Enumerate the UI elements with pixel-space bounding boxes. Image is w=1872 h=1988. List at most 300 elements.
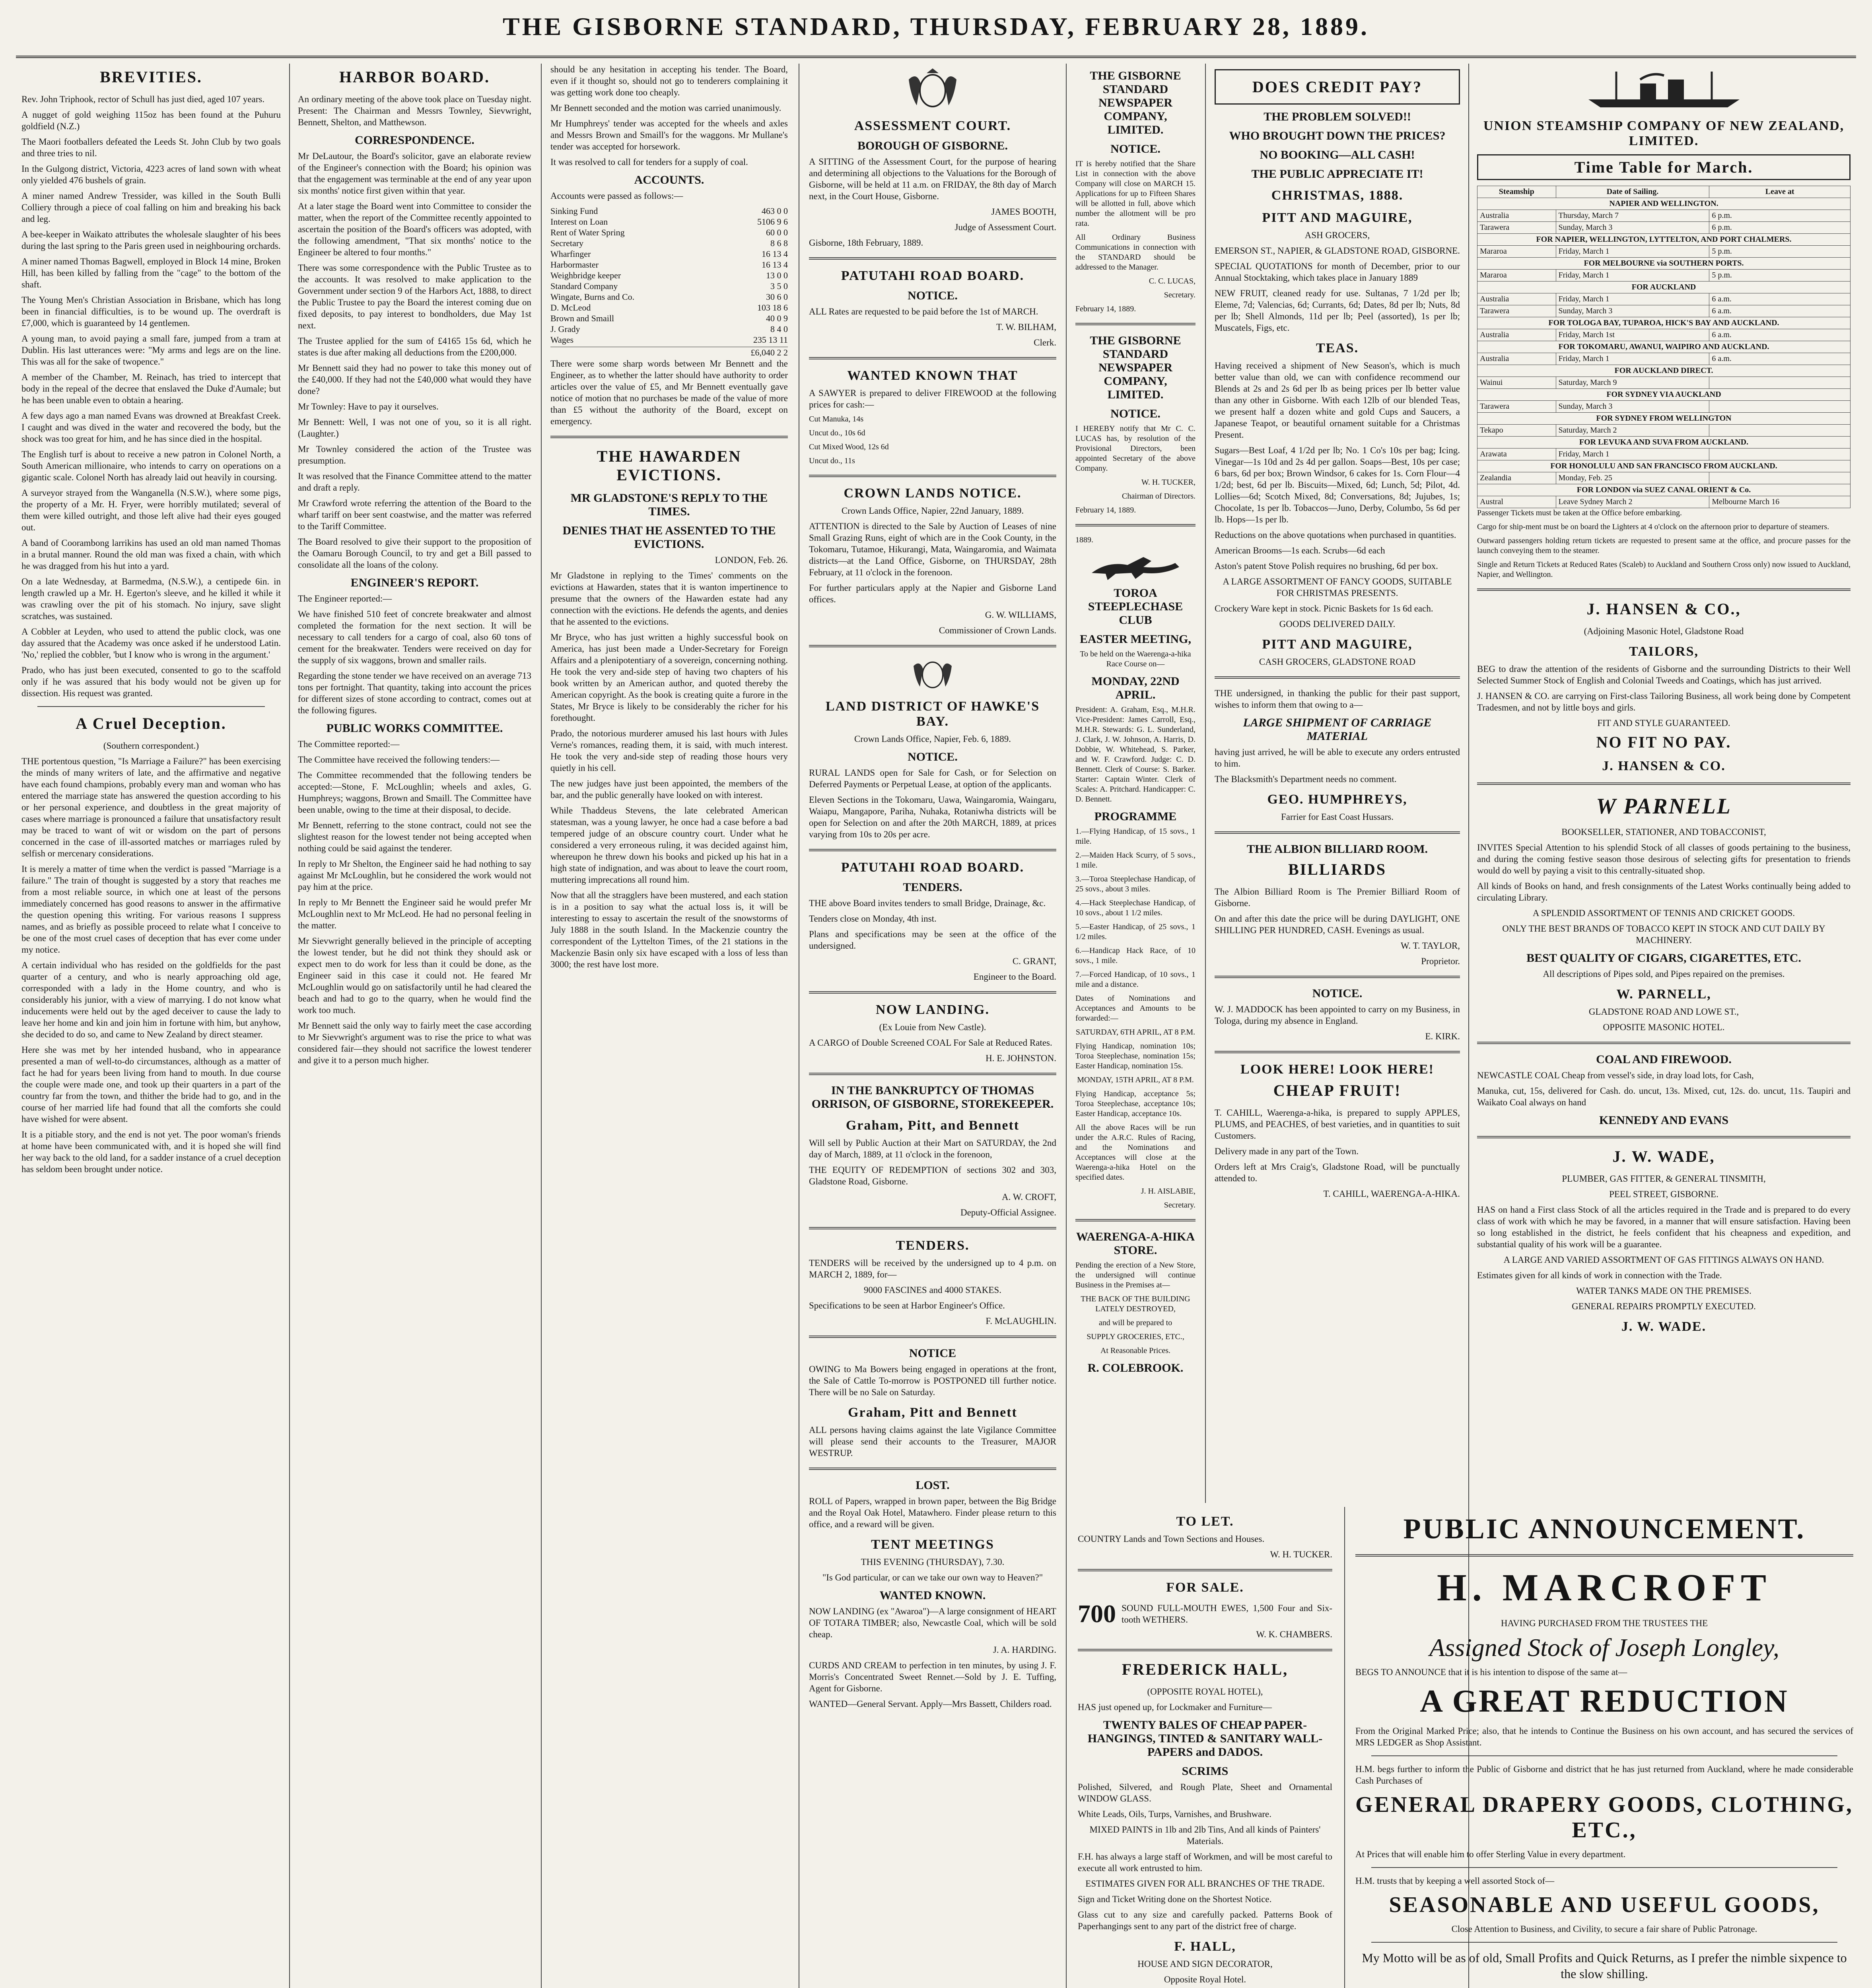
table-cell: Leave Sydney March 2 xyxy=(1556,496,1709,508)
section-heading: TEAS. xyxy=(1316,341,1359,355)
harbor-heading: HARBOR BOARD. xyxy=(339,68,490,86)
account-name: Wharfinger xyxy=(550,249,591,259)
notice-text: Aston's patent Stove Polish requires no brushing, 6d per box. xyxy=(1215,561,1438,571)
table-cell: Friday, March 1st xyxy=(1556,329,1709,341)
article-paragraph: Here she was met by her intended husband, who in appearance presented a man of well-to-do circumstances, although as a matter of fact he had for years been living from hand to mouth. In due course the couple were made one, and took up their quarters in a part of the country far from the town, and thither the bride had to go, and in the course of her married life had found that all the comforts she could have wished for were absent. xyxy=(21,1045,281,1124)
forsale-row xyxy=(1078,1599,1332,1629)
table-cell: 6 p.m. xyxy=(1709,222,1851,234)
accounts-intro: Accounts were passed as follows:— xyxy=(550,191,683,201)
notice-text: HAVING PURCHASED FROM THE TRUSTEES THE xyxy=(1501,1618,1708,1628)
shop-address: CASH GROCERS, GLADSTONE ROAD xyxy=(1259,657,1416,667)
route-title-row xyxy=(1477,341,1851,353)
route-title-row xyxy=(1477,198,1851,210)
race-item: 2.—Maiden Hack Scurry, of 5 sovs., 1 mile. xyxy=(1075,851,1196,870)
signature-title: Chairman of Directors. xyxy=(1122,492,1196,501)
notice-sub: SATURDAY, 6TH APRIL, AT 8 P.M. xyxy=(1075,1028,1196,1037)
table-cell: Thursday, March 7 xyxy=(1556,210,1709,222)
shop-sub: HOUSE AND SIGN DECORATOR, xyxy=(1137,1959,1273,1969)
notice-text: Tenders close on Monday, 4th inst. xyxy=(809,914,937,924)
account-name: Sinking Fund xyxy=(550,206,598,216)
notice-date: February 14, 1889. xyxy=(1075,305,1136,313)
divider xyxy=(1371,1755,1837,1756)
notice-text: Close Attention to Business, and Civility, to secure a fair share of Public Patronage. xyxy=(1451,1924,1757,1934)
column-header: Steamship xyxy=(1477,186,1556,198)
article-paragraph: The Board resolved to give their support to the proposition of the Oamaru Borough Council, to try and get a Bill passed to consolidate all the loans of the colony. xyxy=(298,537,531,570)
table-cell: 6 a.m. xyxy=(1709,305,1851,317)
divider xyxy=(1355,1554,1853,1557)
notice-sub: EASTER MEETING, xyxy=(1079,633,1192,646)
shop-name: FREDERICK HALL, xyxy=(1122,1660,1289,1678)
column-grocers xyxy=(1209,64,1466,1503)
account-name: J. Grady xyxy=(550,324,580,334)
article-paragraph: It was resolved to call for tenders for a supply of coal. xyxy=(550,157,748,167)
divider xyxy=(809,1073,1056,1075)
signature-title: Secretary. xyxy=(1164,291,1196,299)
notice-sub: LARGE SHIPMENT OF CARRIAGE MATERIAL xyxy=(1243,716,1432,743)
account-amount: 5106 9 6 xyxy=(757,217,788,227)
divider xyxy=(1477,1136,1851,1138)
divider xyxy=(1371,1867,1837,1868)
signature: R. COLEBROOK. xyxy=(1087,1361,1184,1375)
table-cell xyxy=(1709,425,1851,437)
section-heading: ENGINEER'S REPORT. xyxy=(350,576,479,589)
signature: J. H. AISLABIE, xyxy=(1141,1187,1196,1196)
notice-text: White Leads, Oils, Turps, Varnishes, and Brushware. xyxy=(1078,1809,1271,1819)
table-row xyxy=(1477,425,1851,437)
notice-text: Dates of Nominations and Acceptances and Amounts to be forwarded:— xyxy=(1075,994,1196,1023)
divider xyxy=(1075,524,1196,526)
account-name: Wingate, Burns and Co. xyxy=(550,292,635,302)
notice-text: GENERAL REPAIRS PROMPTLY EXECUTED. xyxy=(1572,1301,1756,1311)
table-cell: Mararoa xyxy=(1477,270,1556,282)
account-row xyxy=(550,281,788,291)
notice-text: HAS just opened up, for Lockmaker and Furniture— xyxy=(1078,1702,1272,1712)
notice-sub: SCRIMS xyxy=(1182,1765,1229,1778)
signature: C. C. LUCAS, xyxy=(1149,277,1196,285)
notice-text: J. HANSEN & CO. are carrying on First-class Tailoring Business, all work being done by Competent Tradesmen, and not by little boys and girls. xyxy=(1477,691,1851,712)
divider xyxy=(1075,1219,1196,1221)
divider xyxy=(1078,1649,1332,1651)
notice-text: and will be prepared to xyxy=(1098,1318,1172,1327)
notice-heading: FOR SALE. xyxy=(1166,1580,1244,1595)
article-paragraph: While Thaddeus Stevens, the late celebrated American statesman, was a young lawyer, he once had a case before a bad tempered judge of an obscure country court. Under what he considered a very erroneous ruling, it was decided against him, whereupon he threw down his books and picked up his hat in a high state of indignation, and was about to leave the court room, muttering imprecations all round him. xyxy=(550,806,788,885)
table-cell: Tarawera xyxy=(1477,305,1556,317)
notice-heading: CROWN LANDS NOTICE. xyxy=(844,486,1022,501)
notice-sub: BEST QUALITY OF CIGARS, CIGARETTES, ETC. xyxy=(1526,951,1801,965)
notice-text: W. J. MADDOCK has been appointed to carry on my Business, in Tologa, during my absence in England. xyxy=(1215,1004,1460,1026)
notice-text: Plans and specifications may be seen at the office of the undersigned. xyxy=(809,929,1056,951)
slogan: NO FIT NO PAY. xyxy=(1596,733,1732,751)
article-paragraph: Mr Bryce, who has just written a highly successful book on America, has just been made a Under-Secretary for Foreign Affairs and a plenipotentiary of a sovereign, concerning nothing. He took the very and-side step of having two chapters of his book written by an American author, and quoted thereby the American copyright. As the book is creating quite a furore in the States, Mr Bryce is likely to be considerably the richer for his forethought. xyxy=(550,632,788,723)
race-item: 4.—Hack Steeplechase Handicap, of 10 sovs., about 1 1/2 miles. xyxy=(1075,899,1196,917)
divider xyxy=(809,849,1056,851)
notice-text: THE undersigned, in thanking the public for their past support, wishes to inform them that owing to a— xyxy=(1215,688,1460,710)
billiards-title: BILLIARDS xyxy=(1288,860,1387,878)
shop-address: PEEL STREET, GISBORNE. xyxy=(1609,1189,1718,1199)
shop-name: J. W. WADE, xyxy=(1612,1147,1715,1165)
account-row xyxy=(550,324,788,334)
table-row xyxy=(1477,448,1851,460)
notice-heading: IN THE BANKRUPTCY OF THOMAS ORRISON, OF GISBORNE, STOREKEEPER. xyxy=(811,1084,1054,1110)
court-heading: ASSESSMENT COURT. xyxy=(854,118,1011,133)
table-row xyxy=(1477,496,1851,508)
article-paragraph: Mr DeLautour, the Board's solicitor, gave an elaborate review of the Engineer's connection with the Board; his opinion was that the engagement was terminable at the end of any year upon six months' notice first given within that year. xyxy=(298,151,531,196)
credit-sub: THE PUBLIC APPRECIATE IT! xyxy=(1251,167,1423,181)
route-title-row xyxy=(1477,234,1851,246)
article-paragraph: The Committee reported:— xyxy=(298,739,400,749)
route-title: FOR HONOLULU AND SAN FRANCISCO FROM AUCKLAND. xyxy=(1477,460,1851,472)
brevity-item: A member of the Chamber, M. Reinach, has tried to intercept that body in the repeal of the decree that enslaved the Duke d'Aumale; but he has been unable even to obtain a hearing. xyxy=(21,372,281,405)
table-cell: Sunday, March 3 xyxy=(1556,222,1709,234)
brevity-item: A few days ago a man named Evans was drowned at Breakfast Creek. I caught and was dived in the water and recovered the body, but the shock was too great for him, and he has since died in the hospital. xyxy=(21,411,281,444)
court-sub: BOROUGH OF GISBORNE. xyxy=(857,139,1008,152)
article-paragraph: Mr Bennett said they had no power to take this money out of the £40,000. If they had not the £40,000 what would they have done? xyxy=(298,363,531,396)
shop-sub: TAILORS, xyxy=(1629,644,1699,659)
price-line: Cut Manuka, 14s xyxy=(809,415,864,423)
table-cell: Sunday, March 3 xyxy=(1556,305,1709,317)
notice-text: Outward passengers holding return tickets are requested to present same at the office, and procure passes for the launch conveying them to the steamer. xyxy=(1477,536,1851,555)
notice-text: ALL Rates are requested to be paid before the 1st of MARCH. xyxy=(809,307,1038,316)
forsale-number: 700 xyxy=(1078,1600,1116,1628)
table-cell xyxy=(1709,377,1851,389)
signature-title: Judge of Assessment Court. xyxy=(954,222,1056,232)
notice-text: NOW LANDING (ex "Awaroa")—A large consignment of HEART OF TOTARA TIMBER; also, Newcastle Coal, which will be sold cheap. xyxy=(809,1606,1056,1639)
table-cell: Arawata xyxy=(1477,448,1556,460)
brevity-item: In the Gulgong district, Victoria, 4223 acres of land sown with wheat only yielded 476 bushels of grain. xyxy=(21,164,281,185)
credit-sub: NO BOOKING—ALL CASH! xyxy=(1260,148,1415,161)
signature: J. A. HARDING. xyxy=(993,1645,1056,1655)
brevity-item: On a late Wednesday, at Barmedma, (N.S.W.), a centipede 6in. in length crawled up a Mr. H. Egerton's sleeve, and he killed it while it was crawling over the pit of his stomach. No injury, save slight scratches, was sustained. xyxy=(21,577,281,621)
divider xyxy=(1215,831,1460,834)
notice-text: Having received a shipment of New Season's, which is much better value than old, we can with confidence recommend our Blends at 2s and 2s 6d per lb as being prices per lb better value than any other in Gisborne. With each 12lb of our blended Teas, we present half a dozen white and gold Cups and Saucers, a Japanese Teapot, or beautiful ornament suitable for a Christmas Present. xyxy=(1215,361,1460,440)
notice-sub: TENDERS. xyxy=(903,881,962,894)
column-harbor-board xyxy=(292,64,537,1988)
signature: W. H. TUCKER, xyxy=(1141,478,1196,487)
notice-sub: Crown Lands Office, Napier, 22nd January, 1889. xyxy=(841,506,1024,516)
table-row xyxy=(1477,472,1851,484)
notice-text: Cargo for ship-ment must be on board the Lighters at 4 o'clock on the afternoon prior to departure of steamers. xyxy=(1477,522,1829,531)
article-paragraph: The Committee recommended that the following tenders be accepted:—Stone, F. McLoughlin; wheels and axles, G. Humphreys; waggons, Brown and Smaill. The Committee have been unable, owing to the time at their disposal, to decide. xyxy=(298,770,531,815)
divider xyxy=(1215,1051,1460,1053)
table-cell: Australia xyxy=(1477,353,1556,365)
race-item: 3.—Toroa Steeplechase Handicap, of 25 sovs., about 3 miles. xyxy=(1075,875,1196,893)
seasonable-heading: SEASONABLE AND USEFUL GOODS, xyxy=(1389,1893,1820,1917)
notice-text: THE above Board invites tenders to small Bridge, Drainage, &c. xyxy=(809,898,1046,908)
article-paragraph: It was resolved that the Finance Committee attend to the matter and draft a reply. xyxy=(298,471,531,493)
brevities-heading: BREVITIES. xyxy=(100,68,202,86)
notice-text: All kinds of Books on hand, and fresh consignments of the Latest Works continually being added to circulating Library. xyxy=(1477,881,1851,903)
article-paragraph: The Committee have received the following tenders:— xyxy=(298,755,500,765)
signature: F. HALL, xyxy=(1174,1939,1236,1954)
divider xyxy=(1078,1569,1332,1571)
notice-sub: PROGRAMME xyxy=(1094,810,1177,823)
notice-text: SPECIAL QUOTATIONS for month of December, prior to our Annual Stocktaking, which takes place in January 1889 xyxy=(1215,261,1460,283)
article-paragraph: At a later stage the Board went into Committee to consider the matter, when the report of the Committee recently appointed to ascertain the position of the Board's officers was adopted, with the following amendment, "That six months' notice to the Engineer be altered to four months." xyxy=(298,201,531,257)
article-paragraph: Mr Bennett said the only way to fairly meet the case according to Mr Sievwright's argument was to rise the price to what was considered fair—they should not sacrifice the lowest tenderer and give it to a person much higher. xyxy=(298,1021,531,1065)
table-row xyxy=(1477,293,1851,305)
evictions-sub: MR GLADSTONE'S REPLY TO THE TIMES. xyxy=(570,491,768,518)
shop-name: PITT AND MAGUIRE, xyxy=(1262,210,1413,225)
account-row xyxy=(550,227,788,238)
account-name: Rent of Water Spring xyxy=(550,227,625,237)
signature: W. K. CHAMBERS. xyxy=(1256,1629,1332,1639)
notice-text: NEWCASTLE COAL Cheap from vessel's side, in dray load lots, for Cash, xyxy=(1477,1070,1754,1080)
table-cell: Wainui xyxy=(1477,377,1556,389)
section-heading: ACCOUNTS. xyxy=(634,173,704,186)
account-name: Brown and Smaill xyxy=(550,313,614,323)
coat-of-arms-icon xyxy=(901,656,964,692)
account-amount: 103 18 6 xyxy=(757,303,788,313)
race-item: 7.—Forced Handicap, of 10 sovs., 1 mile and a distance. xyxy=(1075,970,1196,989)
route-title: FOR MELBOURNE via SOUTHERN PORTS. xyxy=(1477,258,1851,270)
shop-sub: (OPPOSITE ROYAL HOTEL), xyxy=(1147,1687,1263,1697)
notice-heading: WAERENGA-A-HIKA STORE. xyxy=(1076,1230,1195,1257)
timetable-title: Time Table for March. xyxy=(1574,158,1753,176)
notice-text: ROLL of Papers, wrapped in brown paper, between the Big Bridge and the Royal Oak Hotel, Matawhero. Finder please return to this office, and a reward will be given. xyxy=(809,1496,1056,1529)
brevity-item: Rev. John Triphook, rector of Schull has just died, aged 107 years. xyxy=(21,94,265,104)
notice-heading: THE GISBORNE STANDARD NEWSPAPER COMPANY, LIMITED. xyxy=(1090,69,1181,136)
route-title-row xyxy=(1477,389,1851,401)
brevity-item: A surveyor strayed from the Wanganella (N.S.W.), where some pigs, the property of a Mr. H. Fryer, were horribly mutilated; several of them were killed outright, and those left alive had their eyes gouged out. xyxy=(21,488,281,532)
signature-title: Engineer to the Board. xyxy=(973,972,1056,982)
assigned-stock: Assigned Stock of Joseph Longley, xyxy=(1429,1633,1779,1662)
signature: F. McLAUGHLIN. xyxy=(986,1316,1056,1326)
account-row xyxy=(550,206,788,216)
notice-sub: (Ex Louie from New Castle). xyxy=(879,1022,986,1032)
table-cell: Melbourne March 16 xyxy=(1709,496,1851,508)
notice-text: HAS on hand a First class Stock of all the articles required in the Trade and is prepared to do every class of work with which he may be favored, in a manner that will ensure satisfaction. Having been so long established in the district, he feels confident that his cheapness and expedition, and substantial quality of his work will be a guarantee. xyxy=(1477,1205,1851,1249)
signature: JAMES BOOTH, xyxy=(991,207,1056,217)
account-amount: 60 0 0 xyxy=(766,227,788,237)
route-title-row xyxy=(1477,365,1851,377)
column-rule xyxy=(289,64,290,1988)
article-paragraph: Mr Bennett seconded and the motion was carried unanimously. xyxy=(550,103,781,113)
column-accounts-evictions xyxy=(545,64,793,1988)
notice-text: On and after this date the price will be during DAYLIGHT, ONE SHILLING PER HUNDRED, CASH. Evenings as usual. xyxy=(1215,914,1460,935)
notice-text: "Is God particular, or can we take our own way to Heaven?" xyxy=(822,1573,1043,1582)
divider xyxy=(809,991,1056,994)
notice-heading: CHEAP FRUIT! xyxy=(1273,1081,1402,1099)
table-cell: Sunday, March 3 xyxy=(1556,401,1709,413)
divider xyxy=(1075,323,1196,325)
signature: J. HANSEN & CO. xyxy=(1602,759,1726,773)
column-rule xyxy=(1205,64,1206,1503)
notice-text: INVITES Special Attention to his splendid Stock of all classes of goods pertaining to the business, and during the coming festive season those desirous of selecting gifts for presentation to friends would do well by paying a visit to this centrally-situated shop. xyxy=(1477,843,1851,876)
notice-heading: THE ALBION BILLIARD ROOM. xyxy=(1246,843,1428,856)
christmas-heading: CHRISTMAS, 1888. xyxy=(1271,188,1404,203)
price-line: Uncut do., 10s 6d xyxy=(809,429,865,437)
shop-sub: BOOKSELLER, STATIONER, AND TOBACCONIST, xyxy=(1561,827,1766,837)
notice-text: Sugars—Best Loaf, 4 1/2d per lb; No. 1 Co's 10s per bag; Icing. Vinegar—1s 10d and 2s 4d per gallon. Soaps—Best, 10s per case; 6 bars, 6d per box; Brown Windsor, 6 cakes for 1s. Corn Flour—4 1/2d; best, 6d per lb. Biscuits—Mixed, 6d; Lunch, 5d; Pilot, 4d. Lollies—6d; Scotch Mixed, 8d; Conversations, 8d; Jujubes, 1s; Chocolate, 1s per lb. Tobaccos—Juno, Derby, Columbo, 5s 6d per lb. Hops—1s per lb. xyxy=(1215,445,1460,524)
accounts-total: £6,040 2 2 xyxy=(750,348,788,357)
notice-heading: TOROA STEEPLECHASE CLUB xyxy=(1088,586,1183,627)
route-title-row xyxy=(1477,258,1851,270)
notice-text: Glass cut to any size and carefully packed. Patterns Book of Paperhangings sent to any part of the district free of charge. xyxy=(1078,1910,1332,1931)
account-row xyxy=(550,238,788,248)
route-title: FOR LEVUKA AND SUVA FROM AUCKLAND. xyxy=(1477,437,1851,448)
notice-text: A SAWYER is prepared to deliver FIREWOOD at the following prices for cash:— xyxy=(809,388,1056,410)
table-cell: 5 p.m. xyxy=(1709,270,1851,282)
credit-sub: THE PROBLEM SOLVED!! xyxy=(1264,110,1411,123)
article-paragraph: There was some correspondence with the Public Trustee as to the accounts. It was resolved to make application to the Government under section 9 of the Harbors Act, 1888, to direct the Public Trustee to pay the Board the interest coming due on fixed deposits, to pay interest to bondholders, due May 1st next. xyxy=(298,263,531,330)
notice-text: WANTED—General Servant. Apply—Mrs Bassett, Childers road. xyxy=(809,1699,1052,1709)
notice-text: COUNTRY Lands and Town Sections and Houses. xyxy=(1078,1534,1265,1544)
account-name: Interest on Loan xyxy=(550,217,608,227)
table-row xyxy=(1477,305,1851,317)
racehorse-icon xyxy=(1084,549,1187,581)
table-row xyxy=(1477,377,1851,389)
shop-sub: ASH GROCERS, xyxy=(1304,230,1370,240)
auctioneer-name: Graham, Pitt, and Bennett xyxy=(846,1118,1020,1133)
table-row xyxy=(1477,329,1851,341)
shop-name: J. HANSEN & CO., xyxy=(1586,600,1741,618)
notice-date: February 14, 1889. xyxy=(1075,506,1136,514)
notice-sub: NOTICE. xyxy=(908,750,958,763)
notice-heading: PATUTAHI ROAD BOARD. xyxy=(841,268,1024,283)
table-cell: 6 a.m. xyxy=(1709,353,1851,365)
notice-text: Single and Return Tickets at Reduced Rates (Scaleb) to Auckland and Southern Cross only) now issued to Auckland, Napier, and Wellington. xyxy=(1477,560,1851,579)
table-cell xyxy=(1709,472,1851,484)
route-title: FOR TOKOMARU, AWANUI, WAIPIRO AND AUCKLAND. xyxy=(1477,341,1851,353)
evictions-heading: THE HAWARDEN EVICTIONS. xyxy=(597,447,742,484)
shop-name: PITT AND MAGUIRE, xyxy=(1262,637,1413,652)
account-amount: 463 0 0 xyxy=(762,206,788,216)
article-paragraph: should be any hesitation in accepting his tender. The Board, even if it thought so, should not go to tenderers complaining it was getting work done too cheaply. xyxy=(550,64,788,97)
table-cell: 6 a.m. xyxy=(1709,293,1851,305)
shop-name: GEO. HUMPHREYS, xyxy=(1267,792,1407,807)
divider xyxy=(809,357,1056,359)
table-cell: Friday, March 1 xyxy=(1556,353,1709,365)
table-cell: 6 p.m. xyxy=(1709,210,1851,222)
route-title: FOR TOLOGA BAY, TUPAROA, HICK'S BAY AND AUCKLAND. xyxy=(1477,317,1851,329)
section-heading: PUBLIC WORKS COMMITTEE. xyxy=(326,722,503,735)
article-paragraph: Mr Crawford wrote referring the attention of the Board to the wharf tariff on beer sent coastwise, and the matter was referred to the Tariff Committee. xyxy=(298,498,531,531)
notice-sub: NOTICE. xyxy=(1110,142,1161,155)
signature: KENNEDY AND EVANS xyxy=(1599,1114,1729,1127)
notice-text: IT is hereby notified that the Share List in connection with the above Company will close on MARCH 15. Applications for up to Fifteen Shares will be allotted in full, above which number the allotment will be pro rata. xyxy=(1075,159,1196,228)
article-paragraph: The new judges have just been appointed, the members of the bar, and the public generally have looked on with interest. xyxy=(550,779,788,800)
notice-text: A LARGE ASSORTMENT OF FANCY GOODS, SUITABLE FOR CHRISTMAS PRESENTS. xyxy=(1223,577,1452,598)
divider xyxy=(1215,976,1460,978)
notice-heading: WANTED KNOWN. xyxy=(879,1589,986,1602)
notice-text: WATER TANKS MADE ON THE PREMISES. xyxy=(1576,1286,1751,1296)
notice-heading: TO LET. xyxy=(1176,1514,1234,1529)
table-cell: Mararoa xyxy=(1477,246,1556,258)
signature: E. KIRK. xyxy=(1425,1031,1460,1041)
signature: W. T. TAYLOR, xyxy=(1400,941,1460,951)
column-header: Leave at xyxy=(1709,186,1851,198)
notice-text: GOODS DELIVERED DAILY. xyxy=(1279,619,1396,629)
signature: T. CAHILL, WAERENGA-A-HIKA. xyxy=(1323,1189,1460,1199)
route-title-row xyxy=(1477,437,1851,448)
account-name: Standard Company xyxy=(550,281,618,291)
column-rule xyxy=(541,64,542,1988)
table-row xyxy=(1477,353,1851,365)
brevity-item: Prado, who has just been executed, consented to go to the scaffold only if he was assured that his body would not be given up for dissection. His request was granted. xyxy=(21,665,281,698)
brevity-item: A nugget of gold weighing 115oz has been found at the Puhuru goldfield (N.Z.) xyxy=(21,110,281,131)
article-paragraph: Mr Humphreys' tender was accepted for the wheels and axles and Messrs Brown and Smaill's for the waggons. Mr Mullane's tender was accepted for horsework. xyxy=(550,118,788,151)
shop-address: Opposite Royal Hotel. xyxy=(1164,1974,1246,1984)
article-paragraph: It is merely a matter of time when the verdict is passed "Marriage is a failure." The train of thought is suggested by a story that reaches me from a most reliable source, in which one at least of the persons immediately concerned has good reasons to answer in the affirmative the question opening this writing. For various reasons I suppress names, and as briefly as possible proceed to relate what I conceive to be one of the most cruel cases of deception that has ever come under my notice. xyxy=(21,864,281,955)
route-title: FOR AUCKLAND xyxy=(1477,282,1851,293)
usc-heading: UNION STEAMSHIP COMPANY OF NEW ZEALAND, LIMITED. xyxy=(1483,118,1845,148)
route-title: NAPIER AND WELLINGTON. xyxy=(1477,198,1851,210)
notice-text: ESTIMATES GIVEN FOR ALL BRANCHES OF THE TRADE. xyxy=(1085,1879,1325,1889)
article-paragraph: Mr Townley considered the action of the Trustee was presumption. xyxy=(298,444,531,466)
notice-heading: NOW LANDING. xyxy=(876,1002,989,1017)
notice-text: having just arrived, he will be able to execute any orders entrusted to him. xyxy=(1215,747,1460,769)
signature: H. E. JOHNSTON. xyxy=(986,1053,1056,1063)
table-cell: Friday, March 1 xyxy=(1556,293,1709,305)
table-cell: Saturday, March 9 xyxy=(1556,377,1709,389)
notice-text: Flying Handicap, nomination 10s; Toroa Steeplechase, nomination 15s; Easter Handicap, nomination 15s. xyxy=(1075,1042,1196,1070)
notice-text: Sign and Ticket Writing done on the Shortest Notice. xyxy=(1078,1894,1272,1904)
court-text: A SITTING of the Assessment Court, for the purpose of hearing and determining all objections to the Valuations for the Borough of Gisborne, will be held at 11 a.m. on FRIDAY, the 8th day of March next, in the Court House, Gisborne. xyxy=(809,157,1056,201)
price-line: Cut Mixed Wood, 12s 6d xyxy=(809,443,889,451)
table-cell: Friday, March 1 xyxy=(1556,448,1709,460)
price-line: Uncut do., 11s xyxy=(809,456,855,465)
account-amount: 16 13 4 xyxy=(762,249,788,259)
notice-text: BEGS TO ANNOUNCE that it is his intention to dispose of the same at— xyxy=(1355,1667,1627,1677)
route-title: FOR AUCKLAND DIRECT. xyxy=(1477,365,1851,377)
notice-heading: LOOK HERE! LOOK HERE! xyxy=(1240,1062,1434,1077)
signature-title: Deputy-Official Assignee. xyxy=(960,1208,1056,1217)
signature: A. W. CROFT, xyxy=(1002,1192,1056,1202)
route-title-row xyxy=(1477,413,1851,425)
brevity-item: The English turf is about to receive a new patron in Colonel North, a South American millionaire, who intends to carry on operations on a gigantic scale. Colonel North has already laid out heavily in coursing. xyxy=(21,449,281,482)
auctioneer-name: Graham, Pitt and Bennett xyxy=(848,1405,1017,1420)
account-row xyxy=(550,334,788,345)
table-cell: 6 a.m. xyxy=(1709,329,1851,341)
left-ads xyxy=(1078,1507,1332,1988)
account-row xyxy=(550,259,788,270)
notice-text: All descriptions of Pipes sold, and Pipes repaired on the premises. xyxy=(1543,969,1785,979)
timetable xyxy=(1477,186,1851,508)
article-paragraph: The Engineer reported:— xyxy=(298,594,392,604)
notice-text: MIXED PAINTS in 1lb and 2lb Tins, And all kinds of Painters' Materials. xyxy=(1089,1825,1321,1846)
notice-text: Manuka, cut, 15s, delivered for Cash. do. uncut, 13s. Mixed, cut, 12s. do. uncut, 11s. Taupiri and Waikato Coal always on hand xyxy=(1477,1086,1851,1107)
brevity-item: A band of Coorambong larrikins has used an old man named Thomas in a brutal manner. Round the old man was fixed a chain, with which he was dragged from his hut into a yard. xyxy=(21,538,281,571)
notice-sub: MONDAY, 22ND APRIL. xyxy=(1091,675,1180,701)
notice-sub: TWENTY BALES OF CHEAP PAPER-HANGINGS, TINTED & SANITARY WALL-PAPERS and DADOS. xyxy=(1087,1718,1323,1759)
shop-sub: Farrier for East Coast Hussars. xyxy=(1281,812,1394,822)
motto: My Motto will be as of old, Small Profits and Quick Returns, as I prefer the nimble sixpence to the slow shilling. xyxy=(1362,1951,1847,1981)
notice-heading: LOST. xyxy=(916,1479,950,1492)
table-row xyxy=(1477,246,1851,258)
brevity-item: The Young Men's Christian Association in Brisbane, which has long been in financial difficulties, is to be wound up. The overdraft is £7,000, which is guaranteed by 14 gentlemen. xyxy=(21,295,281,328)
table-cell: Austral xyxy=(1477,496,1556,508)
route-title: FOR SYDNEY FROM WELLINGTON xyxy=(1477,413,1851,425)
table-row xyxy=(1477,210,1851,222)
notice-sub: NOTICE. xyxy=(1110,407,1161,420)
notice-heading: LAND DISTRICT OF HAWKE'S BAY. xyxy=(825,699,1040,729)
divider xyxy=(1477,588,1851,591)
article-paragraph: Mr Bennett: Well, I was not one of you, so it is all right. (Laughter.) xyxy=(298,417,531,439)
year-label: 1889. xyxy=(1075,536,1093,544)
account-amount: 8 4 0 xyxy=(770,324,788,334)
race-item: 1.—Flying Handicap, of 15 sovs., 1 mile. xyxy=(1075,827,1196,846)
table-cell: Friday, March 1 xyxy=(1556,246,1709,258)
notice-text: President: A. Graham, Esq., M.H.R. Vice-President: James Carroll, Esq., M.H.R. Stewards: G. L. Sunderland, J. Clark, J. W. Johnson, A. Harris, D. Dobbie, W. Whitehead, S. Parker, and W. F. Crawford. Judge: C. D. Bennett. Clerk of Course: S. Barker. Starter: Captain Winter. Clerk of Scales: A. Pritchard. Handicapper: C. D. Bennett. xyxy=(1075,705,1196,804)
masthead-title: THE GISBORNE STANDARD, THURSDAY, FEBRUARY 28, 1889. xyxy=(502,12,1370,41)
account-row xyxy=(550,291,788,302)
signature: W. PARNELL, xyxy=(1616,987,1711,1002)
article-paragraph: In reply to Mr Shelton, the Engineer said he had nothing to say against Mr McLoughlin, but he considered the work would not pay him at the price. xyxy=(298,859,531,892)
notice-text: TENDERS will be received by the undersigned up to 4 p.m. on MARCH 2, 1889, for— xyxy=(809,1258,1056,1279)
notice-text: CURDS AND CREAM to perfection in ten minutes, by using J. F. Morris's Concentrated Sweet Rennet.—Sold by J. E. Tuffing, Agent for Gisborne. xyxy=(809,1660,1056,1693)
table-cell: Monday, Feb. 25 xyxy=(1556,472,1709,484)
notice-text: Polished, Silvered, and Rough Plate, Sheet and Ornamental WINDOW GLASS. xyxy=(1078,1782,1332,1804)
